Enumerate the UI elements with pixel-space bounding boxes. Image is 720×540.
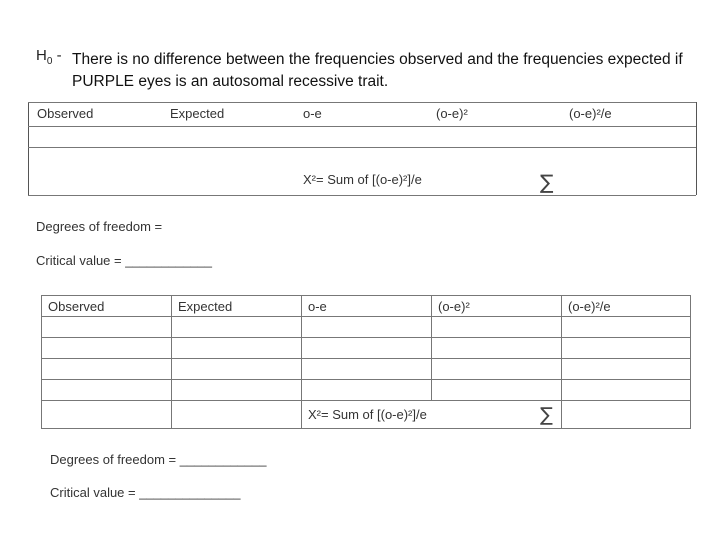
table-cell[interactable] <box>172 359 302 380</box>
t2-header-observed: Observed <box>42 296 172 317</box>
table-1-bottom-rule <box>28 195 696 196</box>
table-row <box>42 401 691 429</box>
t2-header-squared: (o-e)² <box>432 296 562 317</box>
table-cell[interactable] <box>432 338 562 359</box>
table-cell[interactable] <box>42 317 172 338</box>
table-cell[interactable] <box>562 380 691 401</box>
t1-header-ratio: (o-e)²/e <box>569 106 612 121</box>
table-cell[interactable] <box>42 338 172 359</box>
table-cell[interactable] <box>42 359 172 380</box>
table-cell[interactable] <box>562 317 691 338</box>
t1-header-o-minus-e: o-e <box>303 106 322 121</box>
t1-chi-square-formula: X²= Sum of [(o-e)²]/e <box>303 172 422 187</box>
chi-square-table-2 <box>41 295 691 429</box>
t2-sigma-symbol: ∑ <box>562 401 691 429</box>
table-row <box>42 359 691 380</box>
hypothesis-label: $H_0$ - <box>36 47 62 67</box>
table-row <box>42 380 691 401</box>
table-cell[interactable] <box>172 338 302 359</box>
t1-header-expected: Expected <box>170 106 225 121</box>
table-cell[interactable] <box>302 380 432 401</box>
critical-value-2: Critical value = ______________ <box>50 485 241 500</box>
table-cell[interactable] <box>302 317 432 338</box>
degrees-of-freedom-2: Degrees of freedom = ____________ <box>50 452 267 467</box>
t1-sigma-symbol: ∑ <box>540 170 554 194</box>
t1-header-squared: (o-e)² <box>436 106 468 121</box>
t2-header-expected: Expected <box>172 296 302 317</box>
table-cell[interactable] <box>302 359 432 380</box>
table-1-top-rule <box>28 102 696 103</box>
table-cell[interactable] <box>302 338 432 359</box>
t2-header-o-minus-e: o-e <box>302 296 432 317</box>
t2-header-ratio: (o-e)²/e <box>562 296 691 317</box>
table-1-row-rule <box>28 147 696 148</box>
critical-value-1: Critical value = ____________ <box>36 253 212 268</box>
table-cell[interactable] <box>42 380 172 401</box>
table-1-header-rule <box>28 126 696 127</box>
t2-chi-square-formula: X²= Sum of [(o-e)²]/e <box>302 401 562 429</box>
table-cell[interactable] <box>42 401 172 429</box>
table-cell[interactable] <box>432 317 562 338</box>
table-row <box>42 296 691 317</box>
table-cell[interactable] <box>172 317 302 338</box>
table-cell[interactable] <box>172 401 302 429</box>
t1-header-observed: Observed <box>37 106 94 121</box>
hypothesis-text: There is no difference between the frequencies observed and the frequencies expected if PURPLE eyes is an autosomal recessive trait. <box>72 51 683 90</box>
table-cell[interactable] <box>432 359 562 380</box>
table-row <box>42 338 691 359</box>
table-row <box>42 317 691 338</box>
table-cell[interactable] <box>432 380 562 401</box>
table-cell[interactable] <box>562 359 691 380</box>
table-cell[interactable] <box>172 380 302 401</box>
degrees-of-freedom-1: Degrees of freedom = <box>36 219 163 234</box>
table-cell[interactable] <box>562 338 691 359</box>
